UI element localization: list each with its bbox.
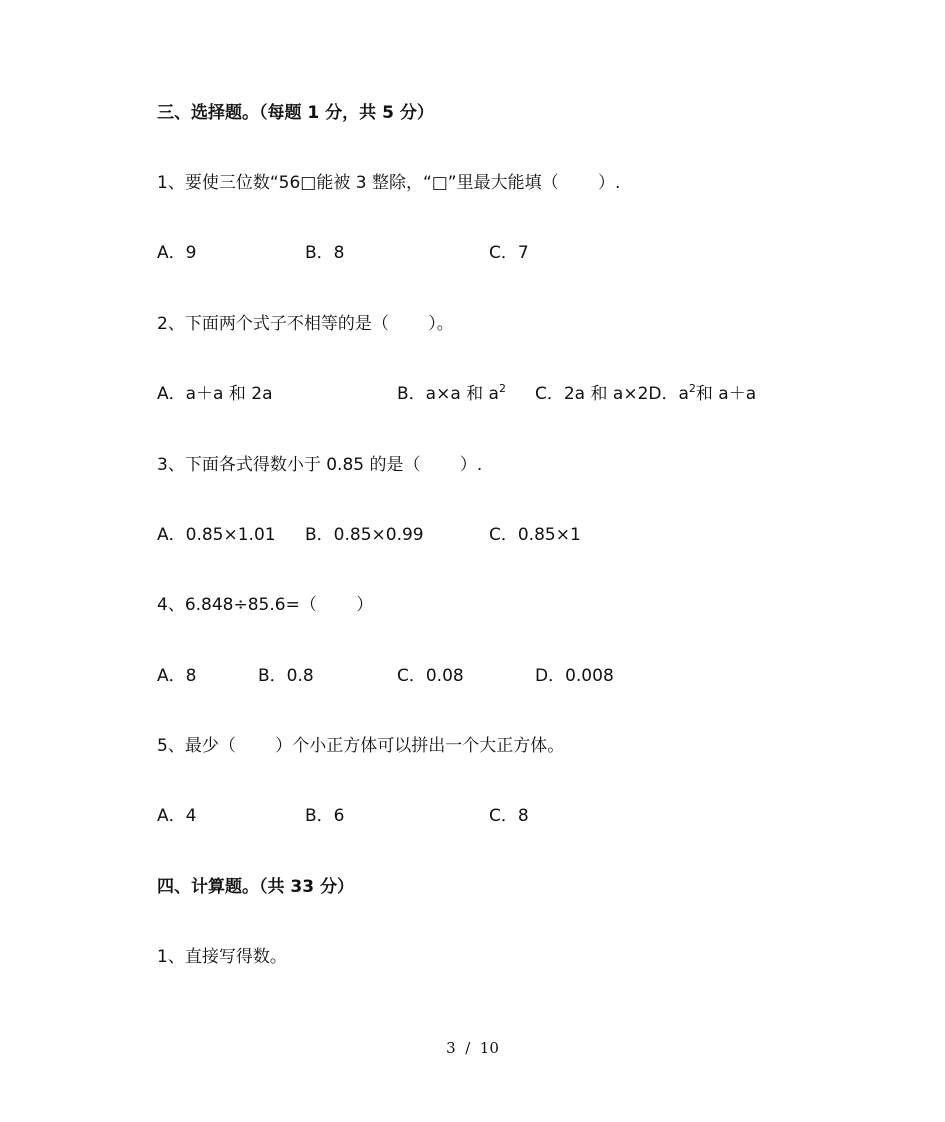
superscript-2: 2 (688, 382, 696, 395)
question-1-option-a: A．9 (157, 243, 197, 263)
question-2-option-b (397, 383, 506, 405)
question-5-option-a: A．4 (157, 806, 197, 826)
question-2-option-a: A．a＋a 和 2a (157, 384, 273, 404)
question-4-option-d: D．0.008 (535, 666, 614, 686)
section-4-heading: 四、计算题。（共 33 分） (157, 877, 354, 897)
question-5-option-c: C．8 (489, 806, 529, 826)
section-4-question-1-stem: 1、直接写得数。 (157, 947, 287, 967)
question-4-option-a: A．8 (157, 666, 197, 686)
question-3-stem: 3、下面各式得数小于 0.85 的是（ ）. (157, 455, 483, 475)
question-1-option-b: B．8 (305, 243, 345, 263)
question-3-option-b: B．0.85×0.99 (305, 525, 424, 545)
question-3-option-c: C．0.85×1 (489, 525, 581, 545)
question-5-stem: 5、最少（ ）个小正方体可以拼出一个大正方体。 (157, 736, 565, 756)
question-4-option-b: B．0.8 (258, 666, 314, 686)
question-2-stem: 2、下面两个式子不相等的是（ ）。 (157, 314, 454, 334)
question-3-option-a: A．0.85×1.01 (157, 525, 276, 545)
page-indicator: 3 / 10 (446, 1039, 499, 1057)
question-4-stem: 4、6.848÷85.6=（ ） (157, 595, 374, 615)
question-4-option-c: C．0.08 (397, 666, 464, 686)
question-2-option-b-text: B．a×a 和 a (397, 384, 499, 404)
question-2-option-cd (535, 383, 756, 405)
question-2-option-cd-text: C．2a 和 a×2D．a (535, 384, 689, 404)
question-2-option-cd-tail: 和 a＋a (695, 384, 757, 404)
section-3-heading: 三、选择题。（每题 1 分，共 5 分） (157, 103, 434, 123)
question-1-stem: 1、要使三位数“56□能被 3 整除，“□”里最大能填（ ）. (157, 173, 621, 193)
superscript-2: 2 (498, 382, 506, 395)
question-1-option-c: C．7 (489, 243, 529, 263)
question-5-option-b: B．6 (305, 806, 345, 826)
